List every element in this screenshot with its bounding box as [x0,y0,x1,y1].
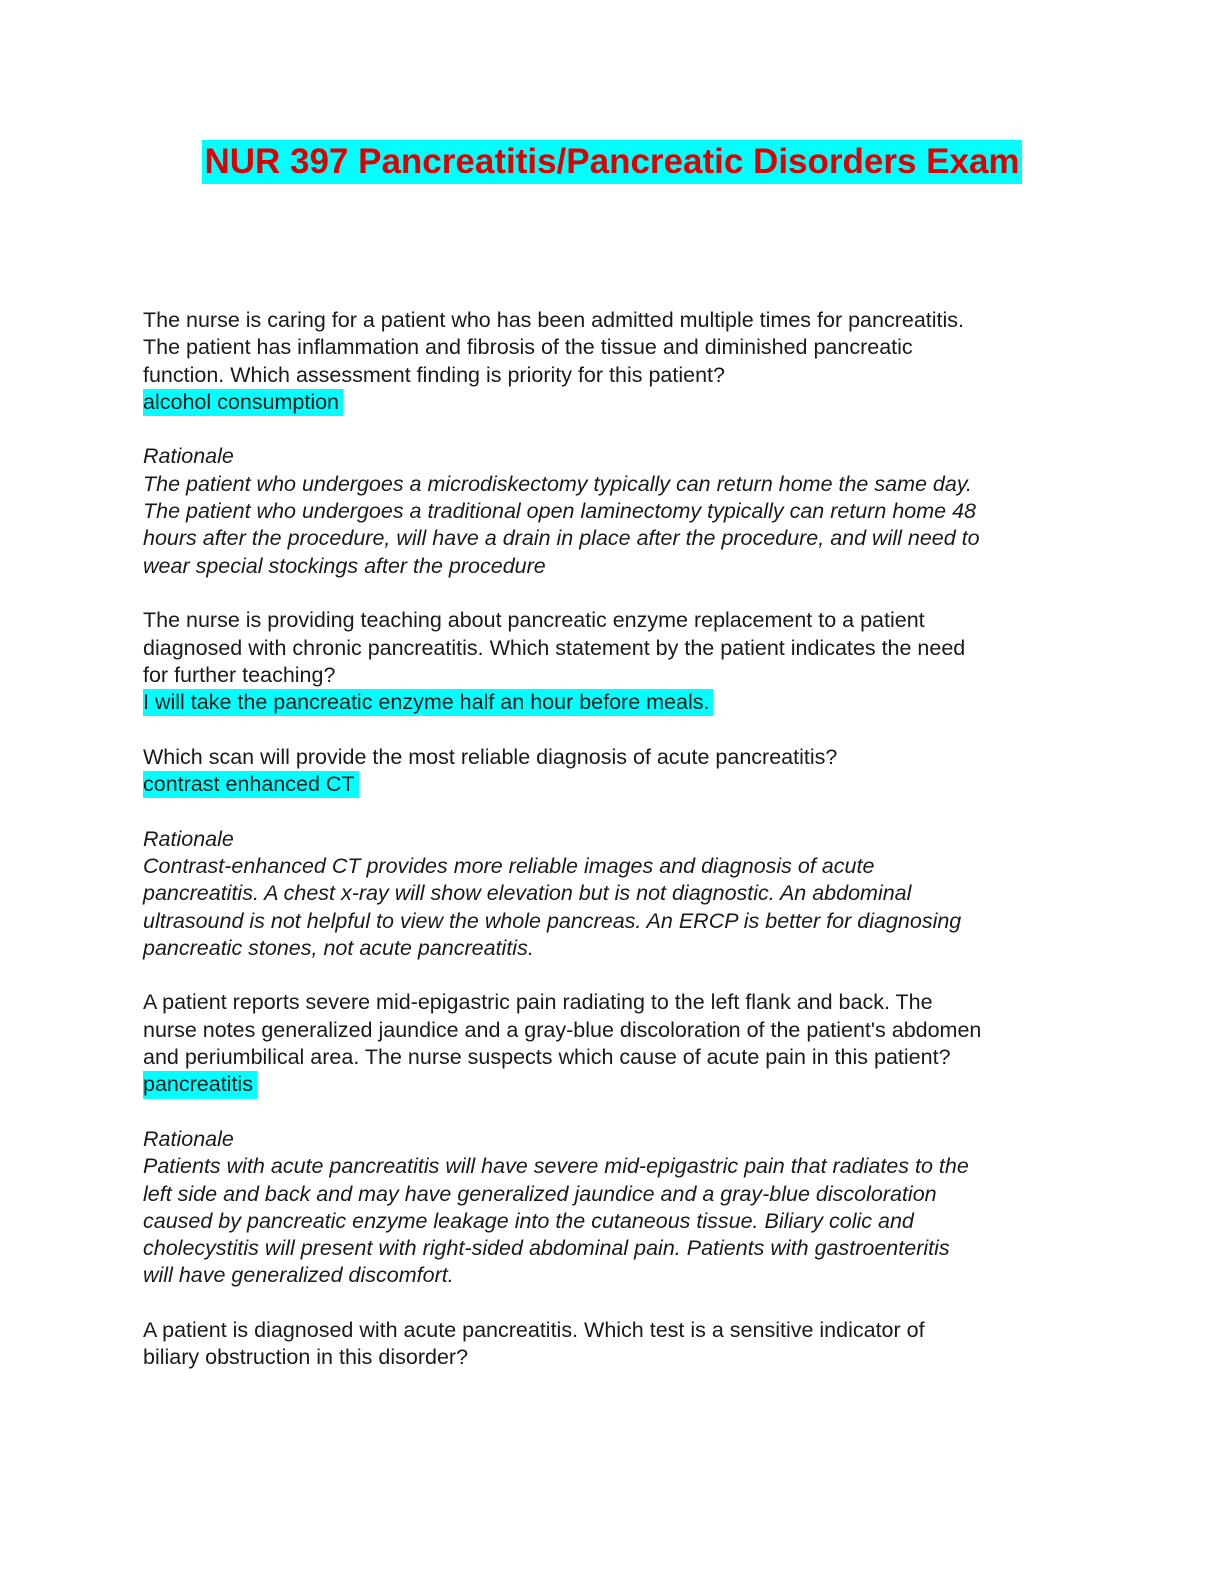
question-line: for further teaching? [143,662,336,687]
rationale-3 [143,826,1103,962]
rationale-4 [143,1126,1103,1290]
rationale-line: Patients with acute pancreatitis will have severe mid-epigastric pain that radiates to the [143,1154,969,1179]
question-line: The patient has inflammation and fibrosis of the tissue and diminished pancreatic [143,335,913,360]
question-line: A patient reports severe mid-epigastric pain radiating to the left flank and back. The [143,990,933,1015]
question-line: diagnosed with chronic pancreatitis. Which statement by the patient indicates the need [143,635,966,660]
rationale-line: hours after the procedure, will have a drain in place after the procedure, and will need to [143,526,980,551]
rationale-line: ultrasound is not helpful to view the whole pancreas. An ERCP is better for diagnosing [143,908,962,933]
question-5 [143,1317,1103,1372]
question-line: A patient is diagnosed with acute pancreatitis. Which test is a sensitive indicator of [143,1317,925,1342]
question-line: function. Which assessment finding is priority for this patient? [143,362,725,387]
title-container [0,140,1224,184]
rationale-line: cholecystitis will present with right-sided abdominal pain. Patients with gastroenteritis [143,1236,950,1261]
question-line: Which scan will provide the most reliable diagnosis of acute pancreatitis? [143,744,838,769]
rationale-heading: Rationale [143,444,234,469]
answer-highlight: I will take the pancreatic enzyme half an hour before meals. [143,689,713,716]
document-body [143,307,1103,1399]
rationale-line: will have generalized discomfort. [143,1263,454,1288]
question-3 [143,744,1103,799]
question-1 [143,307,1103,416]
page-title: NUR 397 Pancreatitis/Pancreatic Disorders Exam [202,140,1021,184]
rationale-heading: Rationale [143,1126,234,1151]
rationale-line: pancreatitis. A chest x-ray will show elevation but is not diagnostic. An abdominal [143,881,912,906]
question-line: nurse notes generalized jaundice and a gray-blue discoloration of the patient's abdomen [143,1017,982,1042]
question-line: The nurse is caring for a patient who has been admitted multiple times for pancreatitis. [143,308,964,332]
question-line: and periumbilical area. The nurse suspects which cause of acute pain in this patient? [143,1045,951,1070]
answer-highlight: contrast enhanced CT [143,771,359,798]
answer-highlight: pancreatitis [143,1071,257,1098]
rationale-line: The patient who undergoes a microdiskectomy typically can return home the same day. [143,471,972,496]
answer-highlight: alcohol consumption [143,389,343,416]
rationale-line: Contrast-enhanced CT provides more reliable images and diagnosis of acute [143,853,875,878]
question-2 [143,607,1103,716]
question-line: The nurse is providing teaching about pancreatic enzyme replacement to a patient [143,608,925,633]
rationale-line: The patient who undergoes a traditional open laminectomy typically can return home 48 [143,499,977,524]
rationale-line: caused by pancreatic enzyme leakage into the cutaneous tissue. Biliary colic and [143,1208,914,1233]
rationale-heading: Rationale [143,826,234,851]
rationale-1 [143,443,1103,579]
rationale-line: left side and back and may have generalized jaundice and a gray-blue discoloration [143,1181,937,1206]
question-line: biliary obstruction in this disorder? [143,1345,469,1370]
rationale-line: pancreatic stones, not acute pancreatitis. [143,935,534,960]
rationale-line: wear special stockings after the procedure [143,553,546,578]
question-4 [143,989,1103,1098]
